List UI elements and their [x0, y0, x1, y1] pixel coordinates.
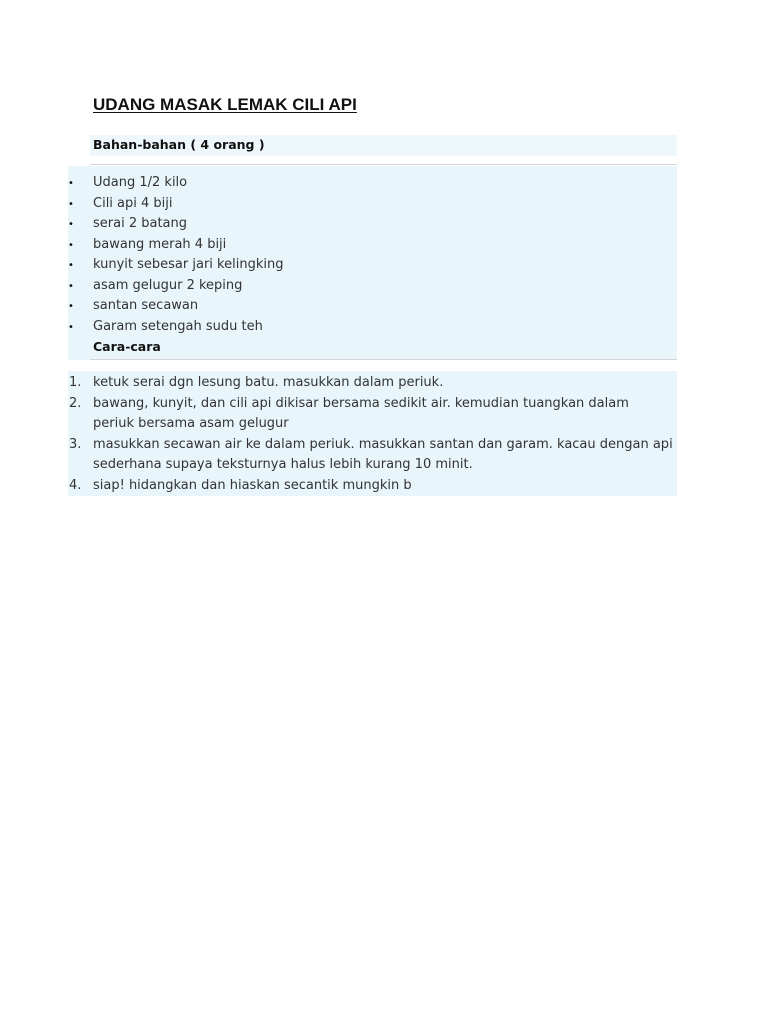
bullet-icon: •	[68, 321, 74, 333]
step-text: masukkan secawan air ke dalam periuk. masukkan santan dan garam. kacau dengan api sederhana supaya teksturnya halus lebih kurang 10 minit.	[93, 436, 673, 472]
ingredient-text: kunyit sebesar jari kelingking	[93, 257, 284, 272]
step-list	[68, 373, 677, 496]
ingredients-header	[90, 135, 677, 156]
divider	[90, 164, 677, 165]
bullet-icon: •	[68, 280, 74, 292]
step-item	[68, 476, 677, 497]
bullet-icon: •	[68, 260, 74, 271]
bullet-icon: •	[68, 301, 74, 312]
step-number: 1.	[69, 375, 82, 390]
step-text: ketuk serai dgn lesung batu. masukkan dalam periuk.	[93, 375, 444, 390]
document-title: UDANG MASAK LEMAK CILI API	[93, 95, 357, 114]
steps-panel	[68, 371, 677, 496]
step-item	[68, 394, 677, 435]
bullet-icon: •	[68, 219, 74, 230]
step-item	[68, 373, 677, 394]
step-number: 3.	[69, 436, 82, 452]
ingredients-panel	[68, 166, 677, 360]
bullet-icon: •	[68, 178, 74, 189]
ingredient-text: asam gelugur 2 keping	[93, 277, 243, 293]
ingredient-text: santan secawan	[93, 298, 199, 313]
ingredients-heading: Bahan-bahan ( 4 orang )	[93, 137, 265, 152]
step-item	[68, 435, 677, 476]
step-number: 4.	[69, 477, 82, 493]
steps-heading: Cara-cara	[93, 339, 161, 354]
ingredient-text: serai 2 batang	[93, 216, 188, 231]
bullet-icon: •	[68, 239, 74, 251]
ingredient-text: Cili api 4 biji	[93, 195, 173, 211]
step-number: 2.	[69, 395, 82, 411]
step-text: bawang, kunyit, dan cili api dikisar bersama sedikit air. kemudian tuangkan dalam periuk bersama asam gelugur	[93, 395, 629, 431]
ingredient-text: bawang merah 4 biji	[93, 236, 227, 252]
bullet-icon: •	[68, 198, 74, 210]
ingredient-text: Udang 1/2 kilo	[93, 175, 188, 190]
divider	[90, 359, 677, 360]
ingredient-text: Garam setengah sudu teh	[93, 318, 263, 334]
step-text: siap! hidangkan dan hiaskan secantik mungkin b	[93, 477, 412, 493]
